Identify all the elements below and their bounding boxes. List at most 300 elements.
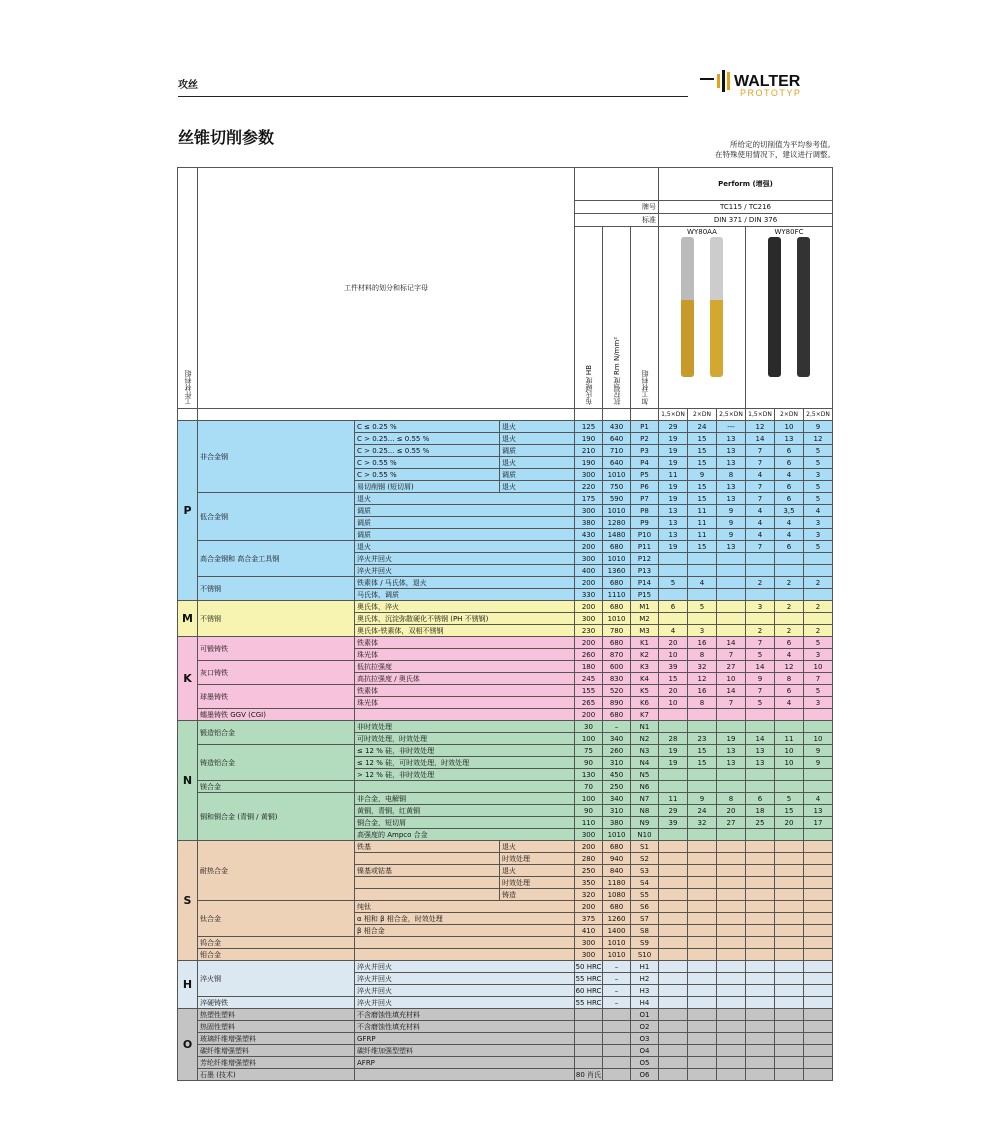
cell-value: 10 <box>659 697 688 709</box>
material-subtype: 淬火并回火 <box>355 973 575 985</box>
material-category: 耐热合金 <box>198 841 355 901</box>
cell-value: K5 <box>631 685 659 697</box>
cell-value: N9 <box>631 817 659 829</box>
cell-value: P4 <box>631 457 659 469</box>
cell-value: 32 <box>688 817 717 829</box>
cell-value: N2 <box>631 733 659 745</box>
cell-value: 27 <box>717 817 746 829</box>
cell-value <box>746 961 775 973</box>
cell-value: 1010 <box>603 937 631 949</box>
cell-value <box>603 1069 631 1081</box>
cell-value: S9 <box>631 937 659 949</box>
cell-value: K7 <box>631 709 659 721</box>
material-subtype <box>355 853 500 865</box>
cell-value <box>746 1069 775 1081</box>
material-subtype: 铜合金，短切屑 <box>355 817 575 829</box>
cell-value: 1010 <box>603 469 631 481</box>
cell-value: 320 <box>575 889 603 901</box>
cell-value: S5 <box>631 889 659 901</box>
cell-value: 9 <box>804 421 833 433</box>
table-row <box>178 961 833 973</box>
cell-value: 7 <box>717 649 746 661</box>
cell-value: 14 <box>746 661 775 673</box>
tap-tool-gold <box>710 237 723 377</box>
cell-value: 200 <box>575 577 603 589</box>
cell-value: P10 <box>631 529 659 541</box>
cell-value: 125 <box>575 421 603 433</box>
cell-value: K3 <box>631 661 659 673</box>
cell-value: – <box>603 973 631 985</box>
cell-value: 3 <box>804 469 833 481</box>
cell-value <box>746 565 775 577</box>
cell-value: O3 <box>631 1033 659 1045</box>
table-row <box>178 781 833 793</box>
cell-value: S3 <box>631 865 659 877</box>
cell-value <box>804 781 833 793</box>
cell-value: 14 <box>717 637 746 649</box>
cell-value: 780 <box>603 625 631 637</box>
cell-value <box>746 853 775 865</box>
cell-value: 32 <box>688 661 717 673</box>
table-row <box>178 721 833 733</box>
cell-value: K4 <box>631 673 659 685</box>
cell-value <box>717 1069 746 1081</box>
cell-value: 350 <box>575 877 603 889</box>
cell-value: 1010 <box>603 829 631 841</box>
cell-value: 400 <box>575 565 603 577</box>
svg-text:WALTER: WALTER <box>734 73 801 90</box>
cell-value <box>659 985 688 997</box>
cell-value: 15 <box>659 673 688 685</box>
cell-value <box>775 949 804 961</box>
depth-header: 2,5×DN <box>717 409 746 421</box>
cell-value <box>746 973 775 985</box>
cell-value: 24 <box>688 421 717 433</box>
cell-value: 70 <box>575 781 603 793</box>
cell-value: 29 <box>659 421 688 433</box>
material-category: 钨合金 <box>198 937 355 949</box>
cell-value: N7 <box>631 793 659 805</box>
cell-value: P1 <box>631 421 659 433</box>
cell-value: 7 <box>746 445 775 457</box>
cell-value: 680 <box>603 841 631 853</box>
table-row <box>178 1045 833 1057</box>
section-title: 攻丝 <box>178 80 198 91</box>
cell-value <box>717 865 746 877</box>
cell-value: 190 <box>575 433 603 445</box>
material-subtype: 淬火并回火 <box>355 997 575 1009</box>
cell-value: M2 <box>631 613 659 625</box>
cell-value: 100 <box>575 793 603 805</box>
cell-value: 2 <box>804 601 833 613</box>
cell-value: 15 <box>688 481 717 493</box>
cell-value <box>746 1057 775 1069</box>
cell-value: 23 <box>688 733 717 745</box>
cell-value: P5 <box>631 469 659 481</box>
material-subtype: AFRP <box>355 1057 575 1069</box>
cell-value <box>717 829 746 841</box>
cell-value: 600 <box>603 661 631 673</box>
cell-value: 300 <box>575 469 603 481</box>
cell-value: N3 <box>631 745 659 757</box>
cell-value: 2 <box>804 577 833 589</box>
cell-value <box>603 1045 631 1057</box>
cell-value: 1010 <box>603 553 631 565</box>
cell-value: 28 <box>659 733 688 745</box>
cell-value <box>659 925 688 937</box>
cell-value: 11 <box>688 529 717 541</box>
cell-value: 2 <box>746 625 775 637</box>
cell-value: – <box>603 961 631 973</box>
cell-value: H1 <box>631 961 659 973</box>
cell-value: 20 <box>775 817 804 829</box>
cell-value: 7 <box>746 541 775 553</box>
material-subtype: 非时效处理 <box>355 721 575 733</box>
cell-value <box>688 1009 717 1021</box>
cell-value: 750 <box>603 481 631 493</box>
cell-value <box>717 985 746 997</box>
material-subtype: 退火 <box>355 541 575 553</box>
cell-value: 450 <box>603 769 631 781</box>
cell-value <box>746 865 775 877</box>
cell-value <box>659 841 688 853</box>
cell-value: H3 <box>631 985 659 997</box>
cell-value <box>746 781 775 793</box>
material-subtype: GFRP <box>355 1033 575 1045</box>
cell-value: 1280 <box>603 517 631 529</box>
table-row <box>178 1009 833 1021</box>
depth-header: 1,5×DN <box>746 409 775 421</box>
cell-value <box>659 769 688 781</box>
cell-value <box>688 1045 717 1057</box>
cell-value: 9 <box>717 517 746 529</box>
cell-value: 4 <box>688 577 717 589</box>
cell-value <box>775 1021 804 1033</box>
cell-value: 15 <box>688 433 717 445</box>
material-subtype: C > 0.25... ≤ 0.55 % <box>355 433 500 445</box>
cell-value <box>688 997 717 1009</box>
material-subtype: 淬火并回火 <box>355 553 575 565</box>
cell-value <box>775 1045 804 1057</box>
cell-value <box>688 877 717 889</box>
cell-value: 9 <box>804 745 833 757</box>
cell-value: 27 <box>717 661 746 673</box>
cell-value <box>804 877 833 889</box>
material-subtype: 淬火并回火 <box>355 961 575 973</box>
cell-value: K1 <box>631 637 659 649</box>
cell-value: 15 <box>775 805 804 817</box>
material-category: 灰口铸铁 <box>198 661 355 685</box>
cell-value <box>717 889 746 901</box>
cell-value: 13 <box>775 433 804 445</box>
cell-value <box>688 721 717 733</box>
cell-value: 4 <box>775 529 804 541</box>
cell-value: 6 <box>746 793 775 805</box>
cell-value: H2 <box>631 973 659 985</box>
material-subtype: 淬火并回火 <box>355 985 575 997</box>
cell-value <box>746 937 775 949</box>
cell-value: 830 <box>603 673 631 685</box>
cell-value <box>717 589 746 601</box>
material-group-letter: K <box>178 637 198 721</box>
cell-value <box>775 961 804 973</box>
cell-value: 200 <box>575 637 603 649</box>
cell-value <box>717 1057 746 1069</box>
table-row <box>178 745 833 757</box>
material-category: 非合金钢 <box>198 421 355 493</box>
cell-value <box>746 589 775 601</box>
material-subtype: 调质 <box>355 505 575 517</box>
cell-value <box>746 877 775 889</box>
cell-value: 11 <box>688 517 717 529</box>
cell-value <box>659 961 688 973</box>
cell-value <box>804 721 833 733</box>
cell-value: 13 <box>746 757 775 769</box>
cell-value: 13 <box>717 457 746 469</box>
cell-value: 5 <box>746 649 775 661</box>
cell-value <box>688 901 717 913</box>
cell-value <box>775 553 804 565</box>
material-subtype: 不含磨蚀性填充材料 <box>355 1009 575 1021</box>
cell-value: 300 <box>575 949 603 961</box>
material-category: 高合金钢和 高合金工具钢 <box>198 541 355 577</box>
material-category: 不锈钢 <box>198 577 355 601</box>
cell-value: 640 <box>603 457 631 469</box>
cell-value: 1080 <box>603 889 631 901</box>
cell-value <box>717 625 746 637</box>
material-subtype <box>355 781 575 793</box>
cell-value: 3 <box>688 625 717 637</box>
cell-value <box>688 841 717 853</box>
cell-value: O4 <box>631 1045 659 1057</box>
cell-value <box>775 937 804 949</box>
cell-value <box>804 973 833 985</box>
cell-value: 250 <box>575 865 603 877</box>
cell-value <box>717 937 746 949</box>
cell-value: 7 <box>746 493 775 505</box>
cell-value <box>804 589 833 601</box>
cell-value: 6 <box>775 541 804 553</box>
material-category: 锻造铝合金 <box>198 721 355 745</box>
cell-value: 5 <box>804 637 833 649</box>
cell-value: 5 <box>804 541 833 553</box>
cell-value: P2 <box>631 433 659 445</box>
cell-value: 280 <box>575 853 603 865</box>
cell-value: K2 <box>631 649 659 661</box>
cell-value: 10 <box>659 649 688 661</box>
cell-value: 260 <box>603 745 631 757</box>
cell-value: 245 <box>575 673 603 685</box>
cell-value: K6 <box>631 697 659 709</box>
cell-value: 2 <box>775 625 804 637</box>
cell-value <box>659 973 688 985</box>
cell-value: 340 <box>603 733 631 745</box>
cell-value: 2 <box>775 601 804 613</box>
cell-value: 300 <box>575 553 603 565</box>
cell-value: 14 <box>746 733 775 745</box>
cell-value: 4 <box>775 469 804 481</box>
cell-value: – <box>603 721 631 733</box>
cell-value <box>717 997 746 1009</box>
cell-value: 5 <box>804 457 833 469</box>
cell-value: 710 <box>603 445 631 457</box>
cell-value <box>775 853 804 865</box>
material-subtype: > 12 % 硅，非时效处理 <box>355 769 575 781</box>
depth-header: 2×DN <box>775 409 804 421</box>
cell-value: 17 <box>804 817 833 829</box>
cell-value: 13 <box>717 493 746 505</box>
cell-value <box>804 925 833 937</box>
cell-value: 12 <box>804 433 833 445</box>
cell-value: 55 HRC <box>575 998 602 1007</box>
cell-value <box>775 925 804 937</box>
cell-value: P11 <box>631 541 659 553</box>
table-row <box>178 793 833 805</box>
cell-value: 590 <box>603 493 631 505</box>
cell-value: 1110 <box>603 589 631 601</box>
cell-value <box>717 949 746 961</box>
cell-value <box>688 865 717 877</box>
cell-value <box>804 1021 833 1033</box>
cell-value <box>659 1033 688 1045</box>
cell-value: 9 <box>746 673 775 685</box>
cell-value: 265 <box>575 697 603 709</box>
cell-value: 60 HRC <box>575 986 602 995</box>
cell-value: 10 <box>804 733 833 745</box>
cell-value: 15 <box>688 457 717 469</box>
material-category: 蠕墨铸铁 GGV (CGI) <box>198 709 355 721</box>
cell-value <box>775 841 804 853</box>
cell-value: O6 <box>631 1069 659 1081</box>
cell-value: 9 <box>688 793 717 805</box>
material-subtype: 调质 <box>355 529 575 541</box>
cell-value <box>717 973 746 985</box>
cell-value <box>603 1009 631 1021</box>
cell-value <box>659 553 688 565</box>
cell-value <box>746 889 775 901</box>
cell-value: 15 <box>688 745 717 757</box>
material-group-letter: M <box>178 601 198 637</box>
cell-value: 430 <box>603 421 631 433</box>
tap-tool-black <box>768 237 781 377</box>
cell-value <box>804 949 833 961</box>
cell-value: 6 <box>775 481 804 493</box>
cell-value: O2 <box>631 1021 659 1033</box>
cell-value: 3 <box>804 517 833 529</box>
cell-value <box>659 709 688 721</box>
cell-value: 4 <box>775 517 804 529</box>
cell-value <box>775 1057 804 1069</box>
material-group-letter: S <box>178 841 198 961</box>
cell-value <box>746 1009 775 1021</box>
cell-value <box>659 565 688 577</box>
cell-value <box>804 961 833 973</box>
cell-value <box>746 1033 775 1045</box>
cell-value <box>746 901 775 913</box>
cell-value <box>775 613 804 625</box>
cell-value <box>775 565 804 577</box>
material-subtype: 铁素体 <box>355 685 575 697</box>
cell-value: P8 <box>631 505 659 517</box>
cell-value: 15 <box>688 445 717 457</box>
cell-value <box>775 1069 804 1081</box>
material-subtype: ≤ 12 % 硅，非时效处理 <box>355 745 575 757</box>
table-row <box>178 709 833 721</box>
material-subtype <box>355 709 575 721</box>
cell-value: 250 <box>603 781 631 793</box>
cell-value: O5 <box>631 1057 659 1069</box>
cell-value: 110 <box>575 817 603 829</box>
cell-value: 30 <box>575 721 603 733</box>
material-subtype: C > 0.25... ≤ 0.55 % <box>355 445 500 457</box>
cell-value: 220 <box>575 481 603 493</box>
cell-value: 13 <box>659 505 688 517</box>
cell-value: 3 <box>746 601 775 613</box>
cell-value: S7 <box>631 913 659 925</box>
cell-value <box>688 1069 717 1081</box>
cell-value <box>775 1033 804 1045</box>
cell-value <box>688 985 717 997</box>
cell-value: 380 <box>575 517 603 529</box>
cell-value: 6 <box>775 445 804 457</box>
cell-value <box>659 781 688 793</box>
walter-logo <box>700 66 840 100</box>
cell-value: 10 <box>775 421 804 433</box>
cell-value: 8 <box>688 649 717 661</box>
cell-value: 8 <box>775 673 804 685</box>
material-subtype: 奥氏体，沉淀弥散硬化不锈钢 (PH 不锈钢) <box>355 613 575 625</box>
cell-value <box>804 1069 833 1081</box>
cell-value <box>775 865 804 877</box>
cell-value <box>775 709 804 721</box>
cell-value: 10 <box>717 673 746 685</box>
material-subtype <box>355 1069 575 1081</box>
cell-value <box>717 913 746 925</box>
cell-value <box>804 937 833 949</box>
cell-value <box>688 709 717 721</box>
material-category: 铜和铜合金 (青铜 / 黄铜) <box>198 793 355 841</box>
cell-value: 12 <box>688 673 717 685</box>
material-category: 球墨铸铁 <box>198 685 355 709</box>
series-name: Perform (增强) <box>659 168 833 201</box>
cell-value: 11 <box>659 469 688 481</box>
cell-value: 2 <box>775 577 804 589</box>
material-subtype: 可时效处理，时效处理 <box>355 733 575 745</box>
heat-treatment: 铸造 <box>500 889 575 901</box>
cell-value <box>659 889 688 901</box>
material-subtype: α 相和 β 相合金，时效处理 <box>355 913 575 925</box>
cell-value: 300 <box>575 505 603 517</box>
cell-value <box>746 553 775 565</box>
cell-value <box>717 577 746 589</box>
cell-value <box>717 853 746 865</box>
cell-value <box>775 973 804 985</box>
material-subtype: 铁素体 / 马氏体，退火 <box>355 577 575 589</box>
cell-value: 9 <box>717 505 746 517</box>
cell-value: N4 <box>631 757 659 769</box>
cell-value <box>688 565 717 577</box>
cell-value <box>688 1057 717 1069</box>
table-row <box>178 841 833 853</box>
cell-value: 75 <box>575 745 603 757</box>
material-subtype: 退火 <box>355 493 575 505</box>
cell-value <box>775 589 804 601</box>
cell-value: 90 <box>575 757 603 769</box>
material-subtype <box>355 949 575 961</box>
cell-value: S8 <box>631 925 659 937</box>
cell-value: 155 <box>575 685 603 697</box>
cell-value: 4 <box>804 793 833 805</box>
